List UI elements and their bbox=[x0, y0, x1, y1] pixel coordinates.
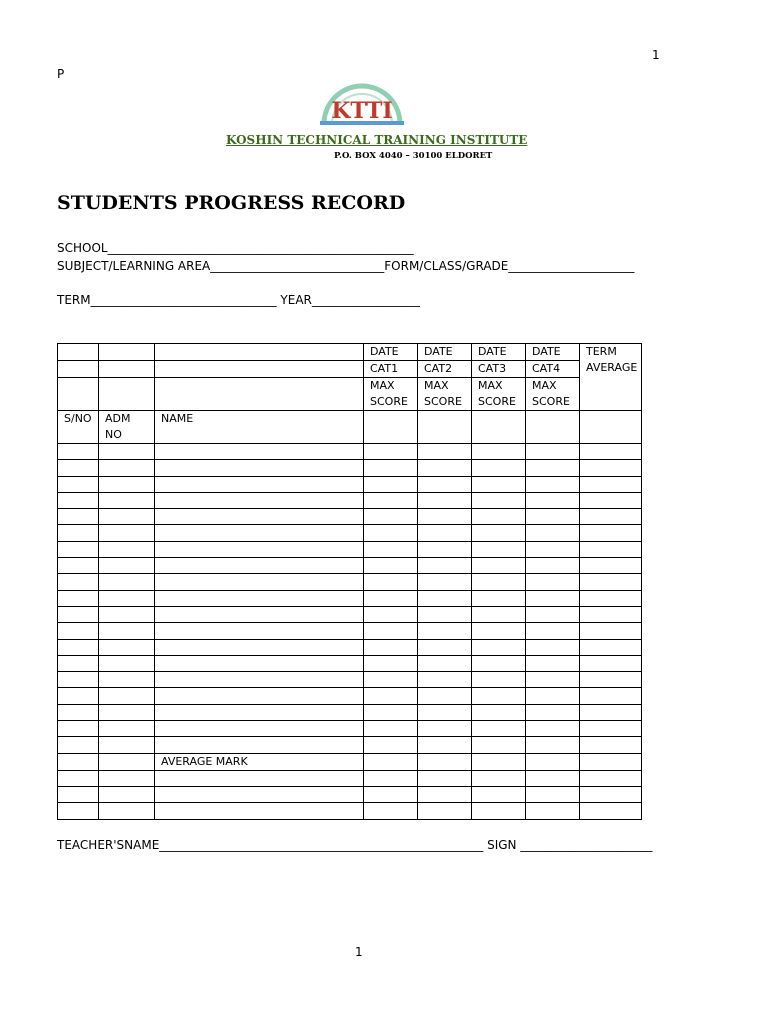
cat1-cell[interactable] bbox=[364, 509, 418, 525]
adm-no-cell[interactable] bbox=[99, 655, 155, 671]
cat3-cell[interactable] bbox=[472, 770, 526, 786]
table-row bbox=[58, 444, 642, 460]
term-average-cell[interactable] bbox=[580, 672, 642, 688]
table-row bbox=[58, 803, 642, 819]
cat4-cell[interactable] bbox=[526, 655, 580, 671]
term-average-cell[interactable] bbox=[580, 786, 642, 802]
adm-no-cell[interactable] bbox=[99, 623, 155, 639]
cat2-cell[interactable] bbox=[418, 476, 472, 492]
sno-cell[interactable] bbox=[58, 803, 99, 819]
teacher-name-sign-field[interactable]: TEACHER'SNAME______________________________________________________ SIGN ______________________ bbox=[57, 838, 653, 852]
term-average-cell[interactable] bbox=[580, 753, 642, 770]
term-average-cell[interactable] bbox=[580, 704, 642, 720]
cat2-cell[interactable] bbox=[418, 803, 472, 819]
average-mark-label: AVERAGE MARK bbox=[155, 753, 364, 770]
cat3-cell[interactable] bbox=[472, 590, 526, 606]
adm-no-cell[interactable] bbox=[99, 492, 155, 508]
term-average-cell[interactable] bbox=[580, 721, 642, 737]
adm-no-cell[interactable] bbox=[99, 558, 155, 574]
sno-cell[interactable] bbox=[58, 509, 99, 525]
cat1-cell[interactable] bbox=[364, 688, 418, 704]
institute-address: P.O. BOX 4040 – 30100 ELDORET bbox=[334, 151, 493, 161]
table-row bbox=[58, 639, 642, 655]
cat2-cell[interactable] bbox=[418, 444, 472, 460]
name-header-cell bbox=[155, 344, 364, 361]
adm-no-cell[interactable] bbox=[99, 606, 155, 622]
cat1-cell[interactable] bbox=[364, 558, 418, 574]
cat2-cell[interactable] bbox=[418, 704, 472, 720]
adm-header-cell bbox=[99, 378, 155, 411]
cat1-cell[interactable] bbox=[364, 492, 418, 508]
sno-cell[interactable] bbox=[58, 770, 99, 786]
name-cell[interactable] bbox=[155, 509, 364, 525]
cat4-cell[interactable] bbox=[526, 639, 580, 655]
adm-no-cell[interactable] bbox=[99, 770, 155, 786]
cat1-score-cell bbox=[364, 411, 418, 444]
adm-no-cell[interactable] bbox=[99, 688, 155, 704]
sno-cell[interactable] bbox=[58, 541, 99, 557]
table-row bbox=[58, 574, 642, 590]
adm-no-cell[interactable] bbox=[99, 737, 155, 753]
table-row bbox=[58, 492, 642, 508]
table-row bbox=[58, 476, 642, 492]
cat4-cell[interactable] bbox=[526, 606, 580, 622]
adm-no-cell[interactable] bbox=[99, 704, 155, 720]
cat3-cell[interactable] bbox=[472, 574, 526, 590]
cat1-cell[interactable] bbox=[364, 721, 418, 737]
sno-cell[interactable] bbox=[58, 639, 99, 655]
term-average-cell[interactable] bbox=[580, 541, 642, 557]
sno-header-cell bbox=[58, 378, 99, 411]
adm-no-column-header: ADM NO bbox=[99, 411, 155, 444]
cat1-cell[interactable] bbox=[364, 770, 418, 786]
page-number-top: 1 bbox=[652, 48, 660, 62]
cat3-cell[interactable] bbox=[472, 753, 526, 770]
sno-cell[interactable] bbox=[58, 655, 99, 671]
sno-header-cell bbox=[58, 344, 99, 361]
cat3-max-score: MAX SCORE bbox=[472, 378, 526, 411]
cat4-cell[interactable] bbox=[526, 737, 580, 753]
table-column-header-row bbox=[58, 411, 642, 444]
cat3-cell[interactable] bbox=[472, 541, 526, 557]
cat4-cell[interactable] bbox=[526, 476, 580, 492]
sno-cell[interactable] bbox=[58, 704, 99, 720]
name-cell[interactable] bbox=[155, 803, 364, 819]
name-cell[interactable] bbox=[155, 721, 364, 737]
cat2-cell[interactable] bbox=[418, 525, 472, 541]
table-header-row-date bbox=[58, 344, 642, 361]
name-cell[interactable] bbox=[155, 460, 364, 476]
adm-header-cell bbox=[99, 361, 155, 378]
cat2-cell[interactable] bbox=[418, 541, 472, 557]
institute-name: KOSHIN TECHNICAL TRAINING INSTITUTE bbox=[226, 133, 528, 147]
cat1-cell[interactable] bbox=[364, 639, 418, 655]
cat4-cell[interactable] bbox=[526, 786, 580, 802]
cat4-max-score: MAX SCORE bbox=[526, 378, 580, 411]
cat3-cell[interactable] bbox=[472, 672, 526, 688]
marks-table bbox=[57, 343, 642, 820]
adm-no-cell[interactable] bbox=[99, 444, 155, 460]
cat4-cell[interactable] bbox=[526, 672, 580, 688]
name-cell[interactable] bbox=[155, 558, 364, 574]
table-row bbox=[58, 753, 642, 770]
term-average-cell[interactable] bbox=[580, 525, 642, 541]
cat1-cell[interactable] bbox=[364, 655, 418, 671]
cat2-cell[interactable] bbox=[418, 623, 472, 639]
cat3-cell[interactable] bbox=[472, 558, 526, 574]
cat4-cell[interactable] bbox=[526, 558, 580, 574]
adm-no-cell[interactable] bbox=[99, 574, 155, 590]
adm-no-cell[interactable] bbox=[99, 721, 155, 737]
cat1-cell[interactable] bbox=[364, 460, 418, 476]
cat1-cell[interactable] bbox=[364, 737, 418, 753]
adm-no-cell[interactable] bbox=[99, 753, 155, 770]
name-column-header: NAME bbox=[155, 411, 364, 444]
header-stray-character: P bbox=[57, 67, 65, 81]
name-cell[interactable] bbox=[155, 606, 364, 622]
term-average-cell[interactable] bbox=[580, 606, 642, 622]
adm-no-cell[interactable] bbox=[99, 803, 155, 819]
sno-cell[interactable] bbox=[58, 721, 99, 737]
table-row bbox=[58, 558, 642, 574]
cat4-cell[interactable] bbox=[526, 721, 580, 737]
name-cell[interactable] bbox=[155, 704, 364, 720]
table-row bbox=[58, 590, 642, 606]
term-average-cell bbox=[580, 411, 642, 444]
name-cell[interactable] bbox=[155, 688, 364, 704]
cat4-cell[interactable] bbox=[526, 492, 580, 508]
table-row bbox=[58, 509, 642, 525]
sno-cell[interactable] bbox=[58, 492, 99, 508]
term-average-cell[interactable] bbox=[580, 737, 642, 753]
cat1-cell[interactable] bbox=[364, 803, 418, 819]
term-average-cell[interactable] bbox=[580, 444, 642, 460]
cat4-cell[interactable] bbox=[526, 688, 580, 704]
cat2-cell[interactable] bbox=[418, 639, 472, 655]
table-row bbox=[58, 704, 642, 720]
cat1-cell[interactable] bbox=[364, 623, 418, 639]
cat4-cell[interactable] bbox=[526, 590, 580, 606]
cat1-cell[interactable] bbox=[364, 541, 418, 557]
cat2-cell[interactable] bbox=[418, 786, 472, 802]
name-cell[interactable] bbox=[155, 574, 364, 590]
cat2-cell[interactable] bbox=[418, 558, 472, 574]
adm-no-cell[interactable] bbox=[99, 639, 155, 655]
cat2-cell[interactable] bbox=[418, 590, 472, 606]
cat3-cell[interactable] bbox=[472, 444, 526, 460]
cat1-max-score: MAX SCORE bbox=[364, 378, 418, 411]
term-average-line1: TERM bbox=[586, 345, 617, 358]
sno-cell[interactable] bbox=[58, 574, 99, 590]
name-cell[interactable] bbox=[155, 590, 364, 606]
cat3-cell[interactable] bbox=[472, 803, 526, 819]
table-row bbox=[58, 460, 642, 476]
term-average-line2: AVERAGE bbox=[586, 361, 638, 374]
cat4-cell[interactable] bbox=[526, 770, 580, 786]
cat3-cell[interactable] bbox=[472, 623, 526, 639]
table-row bbox=[58, 737, 642, 753]
school-field[interactable]: SCHOOL___________________________________________________ bbox=[57, 241, 414, 255]
table-row bbox=[58, 525, 642, 541]
term-average-cell[interactable] bbox=[580, 623, 642, 639]
cat4-score-cell bbox=[526, 411, 580, 444]
sno-cell[interactable] bbox=[58, 476, 99, 492]
name-cell[interactable] bbox=[155, 737, 364, 753]
sno-column-header: S/NO bbox=[58, 411, 99, 444]
cat1-cell[interactable] bbox=[364, 444, 418, 460]
adm-no-cell[interactable] bbox=[99, 786, 155, 802]
sno-cell[interactable] bbox=[58, 606, 99, 622]
sno-cell[interactable] bbox=[58, 737, 99, 753]
table-header-row-max-score bbox=[58, 378, 642, 411]
cat2-score-cell bbox=[418, 411, 472, 444]
term-average-cell[interactable] bbox=[580, 460, 642, 476]
cat2-cell[interactable] bbox=[418, 574, 472, 590]
name-cell[interactable] bbox=[155, 623, 364, 639]
cat1-cell[interactable] bbox=[364, 704, 418, 720]
table-row bbox=[58, 623, 642, 639]
cat4-cell[interactable] bbox=[526, 525, 580, 541]
adm-header-cell bbox=[99, 344, 155, 361]
cat3-cell[interactable] bbox=[472, 688, 526, 704]
cat1-label: CAT1 bbox=[364, 361, 418, 378]
cat4-cell[interactable] bbox=[526, 541, 580, 557]
name-cell[interactable] bbox=[155, 672, 364, 688]
term-average-cell[interactable] bbox=[580, 492, 642, 508]
name-cell[interactable] bbox=[155, 492, 364, 508]
cat4-date-label: DATE bbox=[526, 344, 580, 361]
cat2-cell[interactable] bbox=[418, 721, 472, 737]
table-row bbox=[58, 606, 642, 622]
cat1-cell[interactable] bbox=[364, 606, 418, 622]
cat4-cell[interactable] bbox=[526, 753, 580, 770]
table-row bbox=[58, 786, 642, 802]
table-row bbox=[58, 541, 642, 557]
term-average-header bbox=[580, 344, 642, 411]
cat1-cell[interactable] bbox=[364, 753, 418, 770]
subject-form-class-field[interactable]: SUBJECT/LEARNING AREA_____________________________FORM/CLASS/GRADE_____________________ bbox=[57, 259, 635, 273]
name-header-cell bbox=[155, 378, 364, 411]
name-cell[interactable] bbox=[155, 476, 364, 492]
cat1-cell[interactable] bbox=[364, 476, 418, 492]
name-header-cell bbox=[155, 361, 364, 378]
cat3-cell[interactable] bbox=[472, 525, 526, 541]
cat2-max-score: MAX SCORE bbox=[418, 378, 472, 411]
sno-cell[interactable] bbox=[58, 753, 99, 770]
cat4-cell[interactable] bbox=[526, 623, 580, 639]
cat1-cell[interactable] bbox=[364, 525, 418, 541]
sno-header-cell bbox=[58, 361, 99, 378]
ktti-logo bbox=[318, 80, 406, 128]
term-year-field[interactable]: TERM_______________________________ YEAR__________________ bbox=[57, 293, 420, 307]
cat2-cell[interactable] bbox=[418, 509, 472, 525]
term-average-cell[interactable] bbox=[580, 688, 642, 704]
sno-cell[interactable] bbox=[58, 688, 99, 704]
adm-no-cell[interactable] bbox=[99, 460, 155, 476]
cat1-cell[interactable] bbox=[364, 786, 418, 802]
cat2-cell[interactable] bbox=[418, 753, 472, 770]
cat2-cell[interactable] bbox=[418, 460, 472, 476]
cat4-cell[interactable] bbox=[526, 460, 580, 476]
term-average-cell[interactable] bbox=[580, 803, 642, 819]
table-header-row-cat bbox=[58, 361, 642, 378]
cat3-cell[interactable] bbox=[472, 606, 526, 622]
cat3-cell[interactable] bbox=[472, 655, 526, 671]
term-average-cell[interactable] bbox=[580, 574, 642, 590]
cat2-cell[interactable] bbox=[418, 672, 472, 688]
cat3-cell[interactable] bbox=[472, 737, 526, 753]
cat2-cell[interactable] bbox=[418, 655, 472, 671]
sno-cell[interactable] bbox=[58, 672, 99, 688]
name-cell[interactable] bbox=[155, 525, 364, 541]
cat1-cell[interactable] bbox=[364, 590, 418, 606]
adm-no-cell[interactable] bbox=[99, 541, 155, 557]
cat1-cell[interactable] bbox=[364, 672, 418, 688]
name-cell[interactable] bbox=[155, 786, 364, 802]
cat2-date-label: DATE bbox=[418, 344, 472, 361]
sno-cell[interactable] bbox=[58, 460, 99, 476]
cat3-cell[interactable] bbox=[472, 476, 526, 492]
term-average-cell[interactable] bbox=[580, 655, 642, 671]
cat3-cell[interactable] bbox=[472, 639, 526, 655]
cat3-date-label: DATE bbox=[472, 344, 526, 361]
sno-cell[interactable] bbox=[58, 525, 99, 541]
cat2-cell[interactable] bbox=[418, 737, 472, 753]
cat2-cell[interactable] bbox=[418, 688, 472, 704]
term-average-cell[interactable] bbox=[580, 509, 642, 525]
cat1-cell[interactable] bbox=[364, 574, 418, 590]
cat3-cell[interactable] bbox=[472, 460, 526, 476]
sno-cell[interactable] bbox=[58, 558, 99, 574]
cat2-cell[interactable] bbox=[418, 770, 472, 786]
cat3-score-cell bbox=[472, 411, 526, 444]
adm-no-cell[interactable] bbox=[99, 590, 155, 606]
sno-cell[interactable] bbox=[58, 623, 99, 639]
adm-no-cell[interactable] bbox=[99, 476, 155, 492]
cat3-cell[interactable] bbox=[472, 704, 526, 720]
adm-no-cell[interactable] bbox=[99, 525, 155, 541]
page-number-bottom: 1 bbox=[355, 945, 363, 959]
term-average-cell[interactable] bbox=[580, 639, 642, 655]
sno-cell[interactable] bbox=[58, 444, 99, 460]
term-average-cell[interactable] bbox=[580, 590, 642, 606]
cat3-cell[interactable] bbox=[472, 509, 526, 525]
name-cell[interactable] bbox=[155, 770, 364, 786]
cat4-label: CAT4 bbox=[526, 361, 580, 378]
cat3-label: CAT3 bbox=[472, 361, 526, 378]
cat4-cell[interactable] bbox=[526, 444, 580, 460]
sno-cell[interactable] bbox=[58, 786, 99, 802]
cat4-cell[interactable] bbox=[526, 509, 580, 525]
cat3-cell[interactable] bbox=[472, 786, 526, 802]
sno-cell[interactable] bbox=[58, 590, 99, 606]
logo-text: KTTI bbox=[331, 98, 393, 124]
table-row bbox=[58, 721, 642, 737]
table-row bbox=[58, 655, 642, 671]
cat3-cell[interactable] bbox=[472, 721, 526, 737]
name-cell[interactable] bbox=[155, 444, 364, 460]
cat1-date-label: DATE bbox=[364, 344, 418, 361]
table-row bbox=[58, 688, 642, 704]
cat4-cell[interactable] bbox=[526, 803, 580, 819]
term-average-cell[interactable] bbox=[580, 558, 642, 574]
name-cell[interactable] bbox=[155, 655, 364, 671]
cat2-cell[interactable] bbox=[418, 492, 472, 508]
adm-no-cell[interactable] bbox=[99, 509, 155, 525]
cat4-cell[interactable] bbox=[526, 704, 580, 720]
cat3-cell[interactable] bbox=[472, 492, 526, 508]
name-cell[interactable] bbox=[155, 541, 364, 557]
cat2-cell[interactable] bbox=[418, 606, 472, 622]
table-row bbox=[58, 672, 642, 688]
adm-no-cell[interactable] bbox=[99, 672, 155, 688]
cat4-cell[interactable] bbox=[526, 574, 580, 590]
name-cell[interactable] bbox=[155, 639, 364, 655]
term-average-cell[interactable] bbox=[580, 476, 642, 492]
form-title: STUDENTS PROGRESS RECORD bbox=[57, 192, 406, 214]
table-row bbox=[58, 770, 642, 786]
term-average-cell[interactable] bbox=[580, 770, 642, 786]
cat2-label: CAT2 bbox=[418, 361, 472, 378]
